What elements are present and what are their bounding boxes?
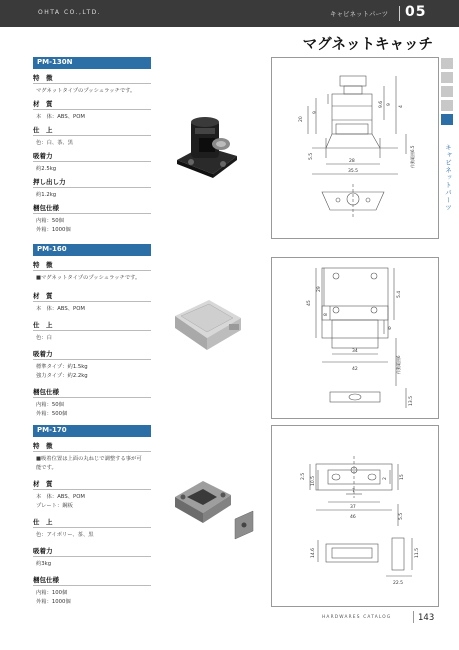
spec-value: ■マグネットタイプのプッシュラッチです。 <box>36 275 141 281</box>
dim-label: 5.5 <box>309 152 314 160</box>
dim-label: 5.4 <box>397 290 402 298</box>
spec-holding-force <box>33 546 151 569</box>
dim-label: 45 <box>307 300 312 306</box>
dim-label: 22.5 <box>393 581 404 586</box>
spec-holding-force <box>33 349 151 381</box>
spec-value: 外箱：500個 <box>36 411 68 417</box>
spec-finish <box>33 320 151 343</box>
index-tab-active <box>441 114 453 125</box>
spec-heading: 材 質 <box>33 292 53 300</box>
spec-heading: 吸着力 <box>33 152 53 160</box>
spec-heading: 吸着力 <box>33 350 53 358</box>
dim-label: 35.5 <box>348 169 359 174</box>
spec-material <box>33 479 151 511</box>
dim-label: 13.5 <box>409 395 414 406</box>
spec-heading: 梱包仕様 <box>33 204 59 212</box>
spec-heading: 吸着力 <box>33 547 53 555</box>
section-title: キャビネットパーツ <box>330 10 389 18</box>
spec-divider <box>33 527 151 528</box>
index-tab <box>441 100 453 111</box>
spec-divider <box>33 109 151 110</box>
spec-divider <box>33 161 151 162</box>
spec-value: 約1.2kg <box>36 192 57 198</box>
dim-label: 14.6 <box>311 547 316 558</box>
spec-value: 外箱：1000個 <box>36 599 71 605</box>
dimension-drawing <box>271 57 439 239</box>
spec-value: 強力タイプ：約2.2kg <box>36 373 88 379</box>
spec-value: マグネットタイプのプッシュラッチです。 <box>36 88 136 94</box>
index-tab <box>441 72 453 83</box>
spec-divider <box>33 135 151 136</box>
spec-value: 色：白、茶、黒 <box>36 140 74 146</box>
spec-heading: 仕 上 <box>33 126 53 134</box>
spec-material <box>33 291 151 314</box>
spec-packing <box>33 575 151 607</box>
spec-push-force <box>33 177 151 200</box>
spec-divider <box>33 556 151 557</box>
dim-label: 作動範囲6.5 <box>410 145 415 168</box>
index-tabs <box>441 58 453 128</box>
product-pm-160 <box>33 244 433 419</box>
spec-heading: 梱包仕様 <box>33 576 59 584</box>
spec-value: 内箱：50個 <box>36 218 64 224</box>
dim-label: 9 <box>313 111 318 114</box>
dim-label: 作動範囲6 <box>396 355 401 374</box>
product-band-line <box>33 255 151 256</box>
spec-divider <box>33 213 151 214</box>
footer-divider <box>413 611 414 623</box>
spec-divider <box>33 330 151 331</box>
spec-packing <box>33 387 151 419</box>
spec-list <box>33 73 151 238</box>
spec-value: 能です。 <box>36 465 57 471</box>
spec-features <box>33 441 151 473</box>
spec-heading: 仕 上 <box>33 321 53 329</box>
product-code: PM-160 <box>37 245 67 253</box>
product-band-line <box>33 68 151 69</box>
spec-list <box>33 260 151 422</box>
spec-heading: 押し出し力 <box>33 178 66 186</box>
product-photo <box>173 294 243 354</box>
spec-heading: 特 徴 <box>33 261 53 269</box>
product-code-band <box>33 244 151 255</box>
spec-value: 本 体：ABS、POM <box>36 114 85 120</box>
dim-label: 2.5 <box>301 472 306 480</box>
index-tab <box>441 58 453 69</box>
company-name: OHTA CO.,LTD. <box>38 9 102 16</box>
dim-label: 9.6 <box>379 100 384 108</box>
spec-heading: 特 徴 <box>33 442 53 450</box>
product-pm-170 <box>33 425 433 605</box>
spec-packing <box>33 203 151 235</box>
spec-value: 約3kg <box>36 561 52 567</box>
spec-value: 本 体：ABS、POM <box>36 494 85 500</box>
spec-value: 色：白 <box>36 335 52 341</box>
spec-features <box>33 260 151 283</box>
dim-label: 5.5 <box>399 512 404 520</box>
spec-value: 本 体：ABS、POM <box>36 306 85 312</box>
dim-label: 2 <box>383 477 388 480</box>
spec-features <box>33 73 151 96</box>
spec-heading: 材 質 <box>33 100 53 108</box>
dimension-drawing <box>271 257 439 419</box>
dim-label: 11.5 <box>415 547 420 558</box>
product-code-band <box>33 57 151 68</box>
spec-value: 約2.5kg <box>36 166 57 172</box>
spec-heading: 仕 上 <box>33 518 53 526</box>
dim-label: 28 <box>349 159 355 164</box>
dim-label: 4 <box>399 105 404 108</box>
spec-list <box>33 441 151 610</box>
product-photo <box>173 473 263 553</box>
dim-label: 42 <box>352 367 358 372</box>
spec-value: 内箱：50個 <box>36 402 64 408</box>
spec-finish <box>33 125 151 148</box>
dim-label: 9 <box>387 103 392 106</box>
spec-divider <box>33 585 151 586</box>
page-number: 143 <box>418 613 435 623</box>
spec-value: 内箱：100個 <box>36 590 68 596</box>
side-section-label: キャビネットパーツ <box>444 144 452 212</box>
spec-divider <box>33 187 151 188</box>
index-tab <box>441 86 453 97</box>
spec-divider <box>33 83 151 84</box>
spec-holding-force <box>33 151 151 174</box>
product-pm-130n <box>33 57 433 237</box>
spec-value: プレート：鋼板 <box>36 503 73 509</box>
dim-label: 46 <box>350 515 356 520</box>
spec-divider <box>33 451 151 452</box>
spec-divider <box>33 359 151 360</box>
spec-divider <box>33 301 151 302</box>
spec-divider <box>33 270 151 271</box>
dim-label: 7 <box>352 489 355 494</box>
spec-value: ■吸着位置は上面の丸ねじで調整する事が可 <box>36 456 142 462</box>
dim-label: 10.5 <box>311 475 316 486</box>
dim-label: 20 <box>299 116 304 122</box>
spec-heading: 材 質 <box>33 480 53 488</box>
spec-heading: 特 徴 <box>33 74 53 82</box>
header-divider <box>399 6 400 21</box>
dimension-drawing <box>271 425 439 607</box>
section-number: 05 <box>405 4 427 20</box>
dim-label: 15 <box>400 474 405 480</box>
dim-label: 8 <box>324 313 329 316</box>
product-photo <box>173 112 245 182</box>
product-code: PM-170 <box>37 426 67 434</box>
dim-label: 29 <box>317 286 322 292</box>
product-band-line <box>33 436 151 437</box>
spec-value: 色：アイボリー、茶、黒 <box>36 532 94 538</box>
spec-material <box>33 99 151 122</box>
spec-divider <box>33 397 151 398</box>
spec-value: 標準タイプ：約1.5kg <box>36 364 88 370</box>
spec-value: 外箱：1000個 <box>36 227 71 233</box>
product-code-band <box>33 425 151 436</box>
page-title: マグネットキャッチ <box>302 37 433 53</box>
spec-finish <box>33 517 151 540</box>
catalog-name: HARDWARES CATALOG <box>322 615 392 620</box>
dim-label: 9 <box>388 327 391 332</box>
dim-label: 34 <box>352 349 358 354</box>
spec-heading: 梱包仕様 <box>33 388 59 396</box>
product-code: PM-130N <box>37 58 73 66</box>
header-bar <box>0 0 459 27</box>
dim-label: 37 <box>350 505 356 510</box>
spec-divider <box>33 489 151 490</box>
